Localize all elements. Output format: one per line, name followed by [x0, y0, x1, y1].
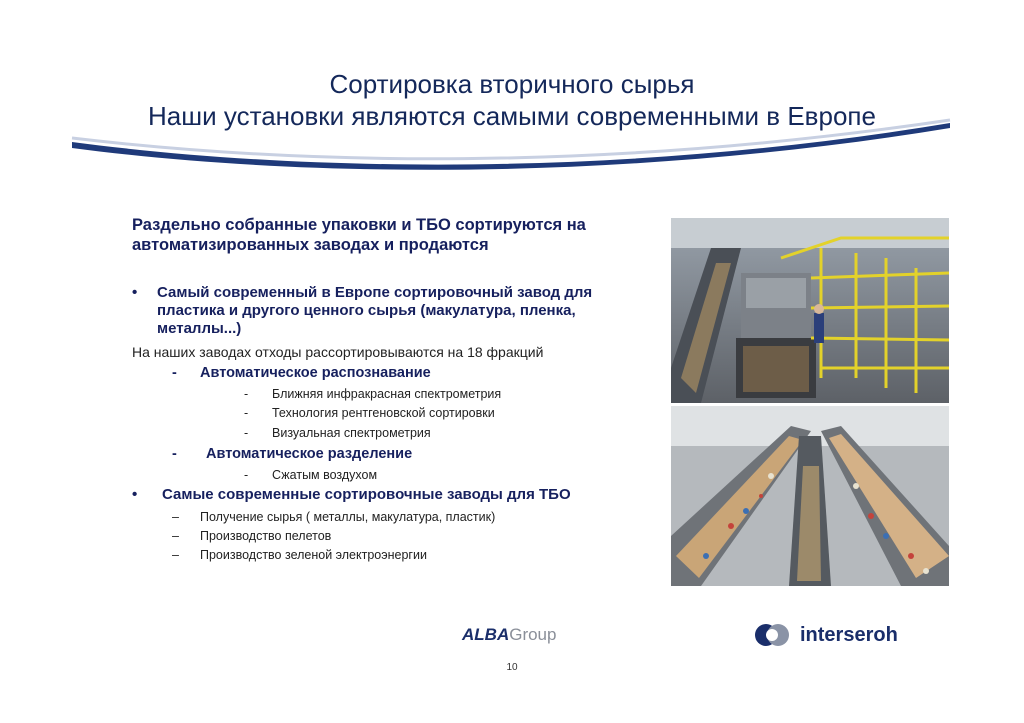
alba-group-logo [462, 624, 556, 646]
slide-title-line2: Наши установки являются самыми современными в Европе [148, 101, 876, 131]
bullet-text: Самый современный в Европе сортировочный завод для пластика и другого ценного сырья (макулатура, пленка, металлы...) [157, 284, 593, 337]
slide-title-line1: Сортировка вторичного сырья [329, 69, 695, 99]
alba-logo-group: Group [509, 625, 557, 644]
bullet-text: Самые современные сортировочные заводы для ТБО [162, 486, 571, 503]
interseroh-logo-text: interseroh [800, 624, 898, 646]
bullet-marker: • [132, 284, 138, 301]
list-item-text: Производство зеленой электроэнергии [200, 548, 427, 562]
bullet-marker: • [132, 486, 138, 503]
dash-marker: – [172, 548, 179, 562]
alba-logo-word: ALBA [462, 625, 510, 644]
dash-marker: - [172, 365, 177, 381]
list-item-text: Сжатым воздухом [272, 468, 378, 482]
dash-marker: - [172, 446, 177, 462]
dash-marker: – [172, 529, 179, 543]
dash-marker: - [244, 426, 249, 440]
sub-label: Автоматическое распознавание [200, 365, 431, 381]
dash-marker: – [172, 510, 179, 524]
list-item-text: Ближняя инфракрасная спектрометрия [272, 387, 502, 401]
interseroh-logo [752, 622, 922, 648]
dash-marker: - [244, 387, 249, 401]
section-heading: Раздельно собранные упаковки и ТБО сортируются на автоматизированных заводах и продаются [132, 216, 586, 254]
dash-marker: - [244, 468, 249, 482]
page-number: 10 [506, 662, 518, 673]
list-item-text: Визуальная спектрометрия [272, 426, 431, 440]
list-item-text: Получение сырья ( металлы, макулатура, пластик) [200, 510, 496, 524]
list-item-text: Технология рентгеновской сортировки [272, 406, 495, 420]
interseroh-mark-icon [752, 622, 792, 648]
sub-label: Автоматическое разделение [206, 446, 413, 462]
list-item-text: Производство пелетов [200, 529, 332, 543]
conveyor-belts-photo [671, 406, 949, 586]
dash-marker: - [244, 406, 249, 420]
fractions-text: На наших заводах отходы рассортировываются на 18 фракций [132, 344, 544, 360]
sorting-plant-photo [671, 218, 949, 403]
